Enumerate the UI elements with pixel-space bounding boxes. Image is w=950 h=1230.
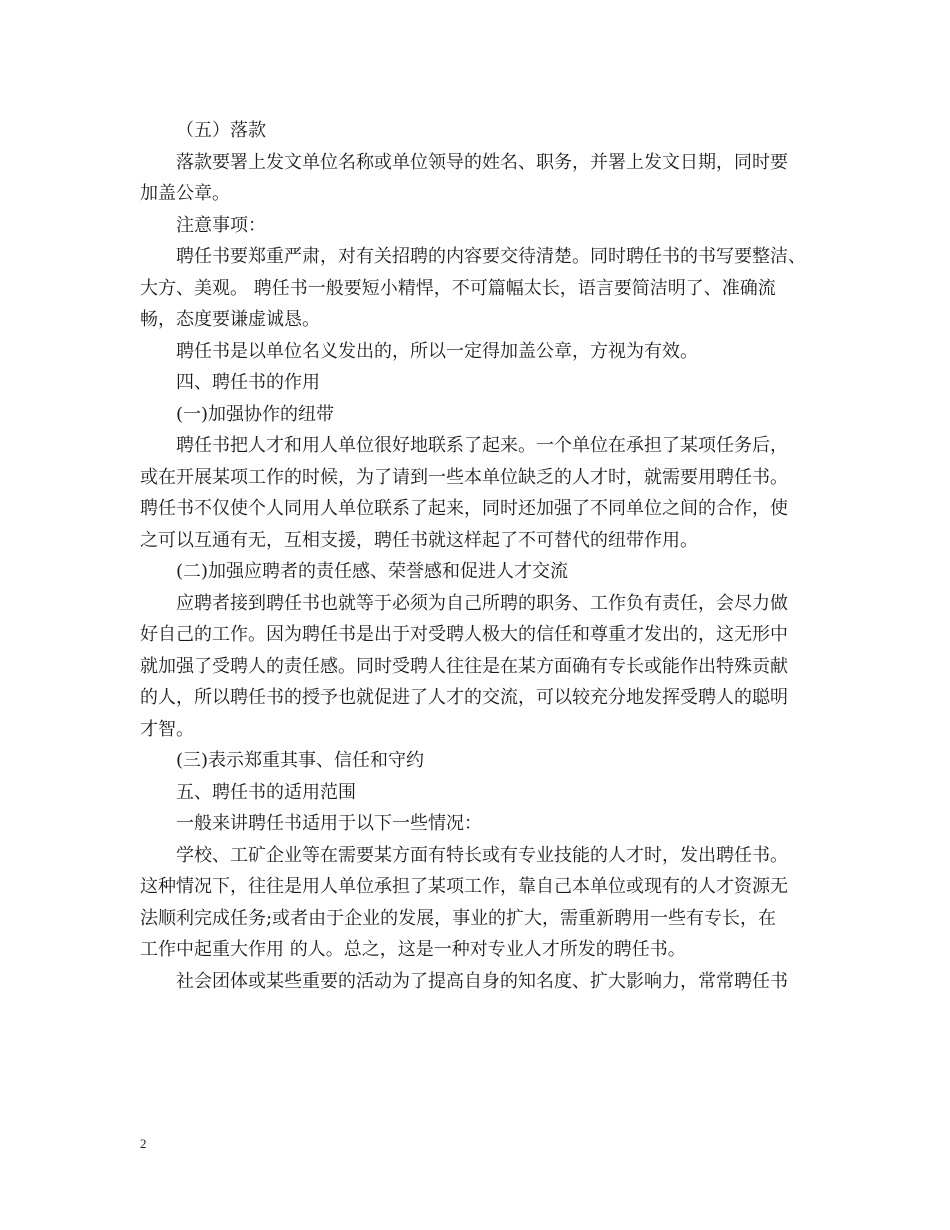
text-line: 一般来讲聘任书适用于以下一些情况： — [176, 813, 482, 834]
text-line: 大方、美观。 聘任书一般要短小精悍，不可篇幅太长，语言要简洁明了、准确流 — [140, 277, 776, 299]
text-line: 四、聘任书的作用 — [176, 372, 320, 393]
text-line: 才智。 — [140, 718, 194, 740]
text-line: 之可以互通有无，互相支援，聘任书就这样起了不可替代的纽带作用。 — [140, 529, 698, 551]
text-line: 好自己的工作。因为聘任书是出于对受聘人极大的信任和尊重才发出的，这无形中 — [140, 624, 788, 645]
text-line: 法顺利完成任务;或者由于企业的发展，事业的扩大，需重新聘用一些有专长，在 — [140, 907, 777, 929]
text-line: （五）落款 — [176, 120, 266, 141]
text-line: 的人，所以聘任书的授予也就促进了人才的交流，可以较充分地发挥受聘人的聪明 — [140, 687, 788, 708]
text-line: 工作中起重大作用 的人。总之，这是一种对专业人才所发的聘任书。 — [140, 939, 686, 960]
text-line: 聘任书要郑重严肃，对有关招聘的内容要交待清楚。同时聘任书的书写要整洁、 — [176, 246, 806, 267]
document-body — [140, 115, 820, 997]
text-line: 加盖公章。 — [140, 183, 230, 204]
text-line: 五、聘任书的适用范围 — [176, 781, 356, 803]
text-line: 畅，态度要谦虚诚恳。 — [140, 309, 320, 330]
text-line: 聘任书把人才和用人单位很好地联系了起来。一个单位在承担了某项任务后， — [176, 435, 788, 456]
text-line: 社会团体或某些重要的活动为了提高自身的知名度、扩大影响力，常常聘任书 — [176, 970, 788, 992]
text-line: (三)表示郑重其事、信任和守约 — [176, 750, 425, 771]
text-line: 就加强了受聘人的责任感。同时受聘人往往是在某方面确有专长或能作出特殊贡献 — [140, 655, 788, 677]
text-line: 落款要署上发文单位名称或单位领导的姓名、职务，并署上发文日期，同时要 — [176, 151, 788, 173]
page-number: 2 — [140, 1136, 147, 1151]
text-line: 注意事项： — [176, 214, 266, 236]
text-line: 聘任书不仅使个人同用人单位联系了起来，同时还加强了不同单位之间的合作，使 — [140, 498, 788, 519]
text-line: 应聘者接到聘任书也就等于必须为自己所聘的职务、工作负有责任，会尽力做 — [176, 592, 788, 614]
text-line: 学校、工矿企业等在需要某方面有特长或有专业技能的人才时，发出聘任书。 — [176, 844, 788, 866]
text-line: 这种情况下，往往是用人单位承担了某项工作，靠自己本单位或现有的人才资源无 — [140, 876, 788, 897]
text-line: (二)加强应聘者的责任感、荣誉感和促进人才交流 — [176, 561, 569, 582]
text-line: 或在开展某项工作的时候，为了请到一些本单位缺乏的人才时，就需要用聘任书。 — [140, 466, 788, 488]
text-line: 聘任书是以单位名义发出的，所以一定得加盖公章，方视为有效。 — [176, 340, 698, 362]
text-line: (一)加强协作的纽带 — [176, 403, 335, 425]
